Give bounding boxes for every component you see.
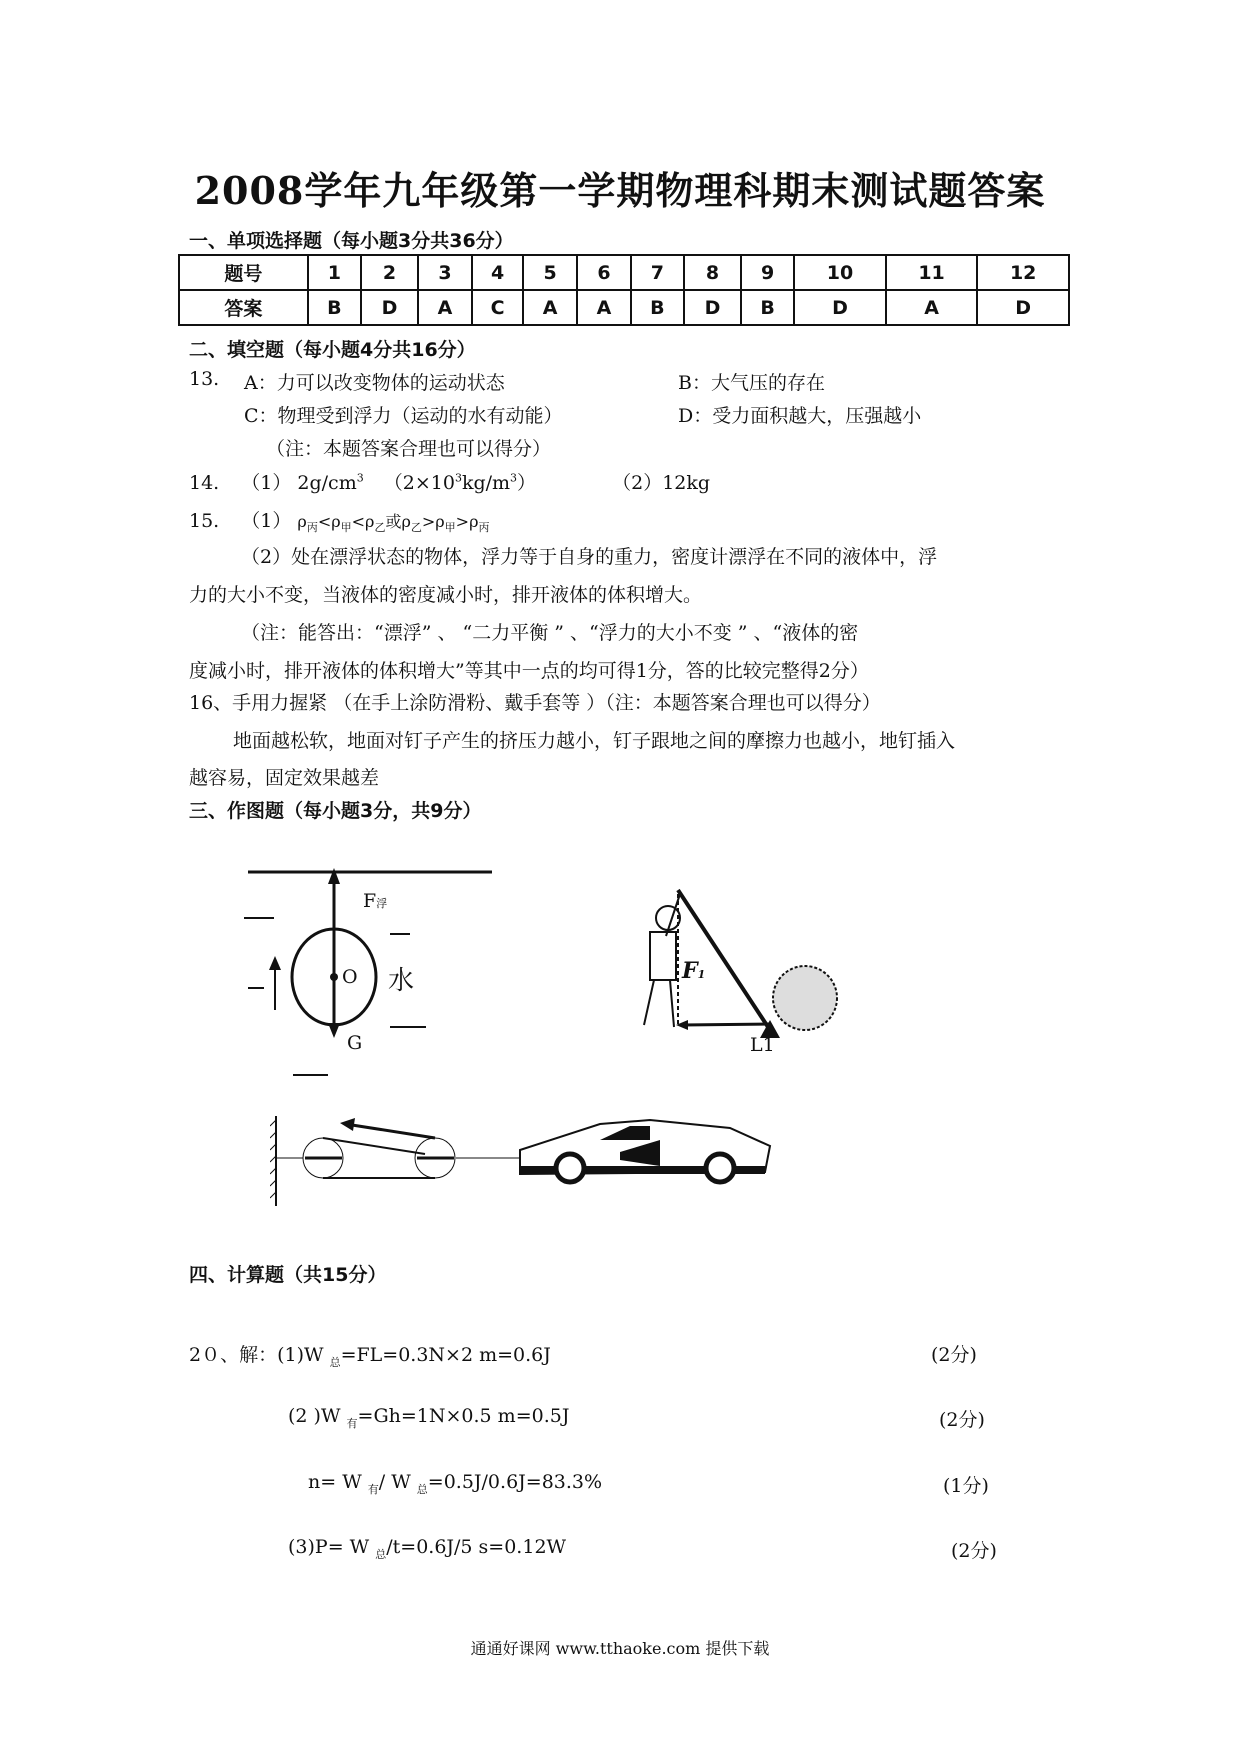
q15-part2-line2: 力的大小不变，当液体的密度减小时，排开液体的体积增大。	[189, 584, 703, 606]
q14-alt-unit: kg/m	[461, 472, 511, 494]
subscript: 丙	[478, 521, 490, 535]
buoyancy-label	[363, 890, 387, 912]
rho: >ρ	[421, 512, 445, 531]
calc-text: n= W	[308, 1471, 368, 1493]
q13-number: 13.	[189, 368, 220, 390]
q15-part1	[189, 506, 489, 535]
table-cell: B	[308, 290, 361, 325]
q14-answer	[189, 468, 710, 495]
rho: 或ρ	[385, 512, 411, 531]
section1-heading: 一、单项选择题（每小题3分共36分）	[189, 230, 514, 252]
table-cell: A	[886, 290, 978, 325]
calc-text: =Gh=1N×0.5 m=0.5J	[357, 1405, 570, 1427]
calc-text: / W	[378, 1471, 417, 1493]
table-cell: B	[741, 290, 794, 325]
gravity-label: G	[347, 1032, 363, 1054]
q14-part1-label: （1）	[241, 472, 292, 494]
arrow-head	[269, 956, 281, 970]
q15-number: 15.	[189, 510, 220, 532]
superscript: 3	[510, 471, 518, 485]
subscript: 总	[416, 1482, 428, 1496]
q14-number: 14.	[189, 472, 220, 494]
pull-arrow-head	[340, 1118, 355, 1131]
rho: <ρ	[351, 512, 375, 531]
subscript: 丙	[306, 521, 318, 535]
table-cell: D	[361, 290, 418, 325]
table-cell: 4	[472, 255, 523, 290]
calc-line-4	[288, 1536, 566, 1562]
lever-diagram	[630, 880, 940, 1050]
subscript: 有	[367, 1482, 379, 1496]
score: (1分)	[943, 1475, 989, 1497]
score: (2分)	[939, 1409, 985, 1431]
density-relation	[297, 512, 490, 535]
force-symbol: F	[363, 890, 377, 912]
table-row-numbers	[179, 255, 1069, 290]
answer-table	[178, 254, 1070, 326]
q13-note: （注：本题答案合理也可以得分）	[266, 438, 552, 460]
calc-text: 2０、解：(1)W	[189, 1344, 330, 1366]
calc-line-2	[288, 1405, 569, 1431]
rope	[323, 1138, 425, 1154]
table-cell: A	[523, 290, 577, 325]
row-label: 答案	[179, 290, 308, 325]
rho: ρ	[297, 512, 307, 531]
table-cell: C	[472, 290, 523, 325]
subscript: 甲	[444, 521, 456, 535]
table-cell: A	[418, 290, 472, 325]
table-cell: 12	[977, 255, 1069, 290]
subscript: 乙	[374, 521, 386, 535]
pull-arrow-line	[352, 1125, 435, 1138]
calc-text: /t=0.6J/5 s=0.12W	[386, 1536, 567, 1558]
table-cell: 2	[361, 255, 418, 290]
q13-answer-a: A：力可以改变物体的运动状态	[244, 372, 505, 394]
table-cell: 5	[523, 255, 577, 290]
table-cell: 9	[741, 255, 794, 290]
table-cell: D	[684, 290, 741, 325]
subscript: 总	[329, 1355, 341, 1369]
score: (2分)	[951, 1540, 997, 1562]
subscript: 有	[346, 1416, 358, 1430]
force-symbol: F	[682, 958, 698, 984]
arm-line	[682, 1024, 770, 1025]
gravity-arrow-head	[328, 1023, 340, 1038]
q15-note-line2: 度减小时，排开液体的体积增大”等其中一点的均可得1分，答的比较完整得2分）	[189, 660, 869, 682]
table-cell: 6	[577, 255, 631, 290]
table-cell: B	[631, 290, 684, 325]
force-subscript: 浮	[376, 897, 388, 910]
car	[520, 1120, 770, 1182]
section2-heading: 二、填空题（每小题4分共16分）	[189, 339, 476, 361]
table-cell: 8	[684, 255, 741, 290]
table-cell: 3	[418, 255, 472, 290]
q14-alt-close: ）	[517, 472, 537, 494]
q16-line3: 越容易，固定效果越差	[189, 767, 380, 789]
calc-text: =0.5J/0.6J=83.3%	[427, 1471, 603, 1493]
table-cell: A	[577, 290, 631, 325]
rho: <ρ	[317, 512, 341, 531]
calc-text: (2 )W	[288, 1405, 347, 1427]
subscript: 乙	[410, 521, 422, 535]
table-cell: D	[794, 290, 886, 325]
water-label: 水	[388, 966, 415, 996]
table-cell: 1	[308, 255, 361, 290]
score: (2分)	[931, 1344, 977, 1366]
q14-part2: （2）12kg	[612, 472, 711, 494]
man-figure	[644, 894, 680, 1027]
subscript: 甲	[340, 521, 352, 535]
row-label: 题号	[179, 255, 308, 290]
force-subscript: 1	[697, 968, 706, 981]
calc-text: (3)P= W	[288, 1536, 376, 1558]
calc-line-3	[308, 1471, 602, 1497]
table-cell: D	[977, 290, 1069, 325]
q16-line2: 地面越松软，地面对钉子产生的挤压力越小，钉子跟地之间的摩擦力也越小，地钉插入	[233, 730, 956, 752]
buoyancy-arrow-head	[328, 868, 340, 884]
document-title: 2008学年九年级第一学期物理科期末测试题答案	[194, 168, 1046, 213]
table-cell: 10	[794, 255, 886, 290]
q15-note-line1: （注：能答出：“漂浮” 、 “二力平衡 ” 、“浮力的大小不变 ” 、“液体的密	[241, 622, 859, 644]
q15-part1-label: （1）	[241, 510, 292, 532]
center-label: O	[342, 966, 358, 988]
section4-heading: 四、计算题（共15分）	[189, 1264, 387, 1286]
table-row-answers	[179, 290, 1069, 325]
table-cell: 7	[631, 255, 684, 290]
q13-answer-c: C：物理受到浮力（运动的水有动能）	[244, 405, 563, 427]
q13-answer-d: D：受力面积越大，压强越小	[678, 405, 922, 427]
calc-line-1	[189, 1340, 551, 1370]
superscript: 3	[356, 471, 364, 485]
q15-part2-line1: （2）处在漂浮状态的物体，浮力等于自身的重力，密度计漂浮在不同的液体中，浮	[241, 546, 938, 568]
section3-heading: 三、作图题（每小题3分，共9分）	[189, 800, 482, 822]
q14-alt-value: （2×10	[383, 472, 455, 494]
q14-value: 2g/cm	[297, 472, 357, 494]
arm-label: L1	[750, 1034, 775, 1056]
pulley-car-diagram	[270, 1110, 870, 1220]
rho: >ρ	[455, 512, 479, 531]
superscript: 3	[454, 471, 462, 485]
force-label	[682, 958, 705, 984]
footer-credit: 通通好课网 www.tthaoke.com 提供下载	[470, 1639, 770, 1658]
subscript: 总	[375, 1547, 387, 1561]
calc-text: =FL=0.3N×2 m=0.6J	[340, 1344, 551, 1366]
q16-line1: 16、手用力握紧 （在手上涂防滑粉、戴手套等 ）（注：本题答案合理也可以得分）	[189, 692, 881, 714]
q13-answer-b: B：大气压的存在	[678, 372, 825, 394]
table-cell: 11	[886, 255, 978, 290]
stone	[773, 966, 837, 1030]
center-point	[330, 973, 338, 981]
